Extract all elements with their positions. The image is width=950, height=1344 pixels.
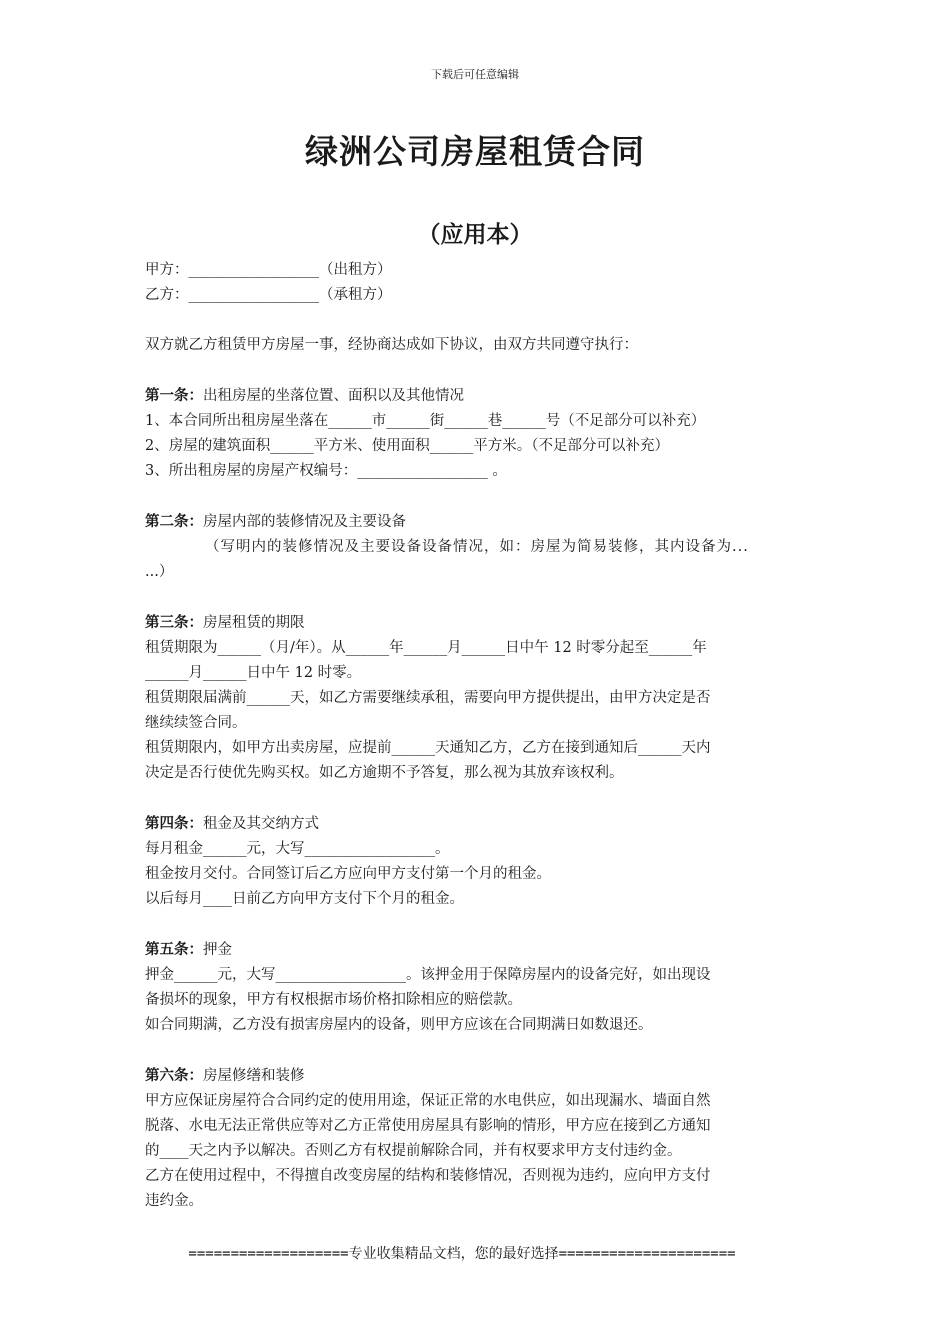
section-heading	[145, 509, 807, 535]
section-title: 押金	[203, 942, 232, 958]
section-line: 脱落、水电无法正常供应等对乙方正常使用房屋具有影响的情形，甲方应在接到乙方通知	[145, 1118, 711, 1134]
section-title: 房屋租赁的期限	[203, 615, 305, 631]
section-line: 租赁期限届满前______天，如乙方需要继续承租，需要向甲方提供提出，由甲方决定是否	[145, 690, 711, 706]
section-title: 租金及其交纳方式	[203, 816, 319, 832]
page-footer-banner: ===================专业收集精品文档，您的最好选择=====================	[188, 1246, 736, 1262]
section-number: 第三条：	[145, 614, 203, 631]
section-line: ______月______日中午 12 时零。	[145, 665, 362, 681]
section-heading	[145, 610, 807, 636]
section-line: 甲方应保证房屋符合合同约定的使用用途，保证正常的水电供应，如出现漏水、墙面自然	[145, 1093, 711, 1109]
section-title: 房屋修缮和装修	[203, 1068, 305, 1084]
section-title: 房屋内部的装修情况及主要设备	[203, 514, 406, 530]
section-line: 以后每月____日前乙方向甲方支付下个月的租金。	[145, 891, 464, 907]
section-line: 的____天之内予以解决。否则乙方有权提前解除合同，并有权要求甲方支付违约金。	[145, 1143, 682, 1159]
section-line: 决定是否行使优先购买权。如乙方逾期不予答复，那么视为其放弃该权利。	[145, 765, 624, 781]
section-heading	[145, 383, 807, 409]
section-heading	[145, 1063, 807, 1089]
document-subtitle: （应用本）	[417, 221, 533, 248]
section-line: ...）	[145, 564, 174, 580]
intro-paragraph: 双方就乙方租赁甲方房屋一事，经协商达成如下协议，由双方共同遵守执行：	[145, 337, 638, 353]
section-number: 第一条：	[145, 387, 203, 404]
section-number: 第六条：	[145, 1067, 203, 1084]
section-number: 第二条：	[145, 513, 203, 530]
document-title: 绿洲公司房屋租赁合同	[305, 132, 645, 171]
section-line: 备损坏的现象，甲方有权根据市场价格扣除相应的赔偿款。	[145, 992, 522, 1008]
party-b-line: 乙方：__________________（承租方）	[145, 287, 392, 303]
section-line: 租赁期限为______（月/年）。从______年______月______日中午 12 时零分起至______年	[145, 640, 707, 656]
section-heading	[145, 811, 807, 837]
page-header-note: 下载后可任意编辑	[431, 68, 519, 81]
section-line: 1、本合同所出租房屋坐落在______市______街______巷______号（不足部分可以补充）	[145, 413, 706, 429]
section-line: 押金______元，大写__________________。该押金用于保障房屋内的设备完好，如出现设	[145, 967, 711, 983]
section-line: （写明内的装修情况及主要设备设备情况，如：房屋为简易装修，其内设备为...	[205, 539, 749, 555]
section-line: 如合同期满，乙方没有损害房屋内的设备，则甲方应该在合同期满日如数退还。	[145, 1017, 653, 1033]
section-line: 乙方在使用过程中，不得擅自改变房屋的结构和装修情况，否则视为违约，应向甲方支付	[145, 1168, 711, 1184]
section-line: 继续续签合同。	[145, 715, 247, 731]
section-line: 3、所出租房屋的房屋产权编号：__________________ 。	[145, 463, 507, 479]
section-line: 违约金。	[145, 1193, 203, 1209]
section-heading	[145, 937, 807, 963]
section-title: 出租房屋的坐落位置、面积以及其他情况	[203, 388, 464, 404]
section-number: 第四条：	[145, 815, 203, 832]
section-line: 租金按月交付。合同签订后乙方应向甲方支付第一个月的租金。	[145, 866, 551, 882]
section-line: 2、房屋的建筑面积______平方米、使用面积______平方米。（不足部分可以补充）	[145, 438, 669, 454]
section-number: 第五条：	[145, 941, 203, 958]
section-line: 租赁期限内，如甲方出卖房屋，应提前______天通知乙方，乙方在接到通知后______天内	[145, 740, 711, 756]
section-line: 每月租金______元，大写__________________。	[145, 841, 450, 857]
party-a-line: 甲方：__________________（出租方）	[145, 262, 392, 278]
contract-body	[145, 258, 807, 1214]
